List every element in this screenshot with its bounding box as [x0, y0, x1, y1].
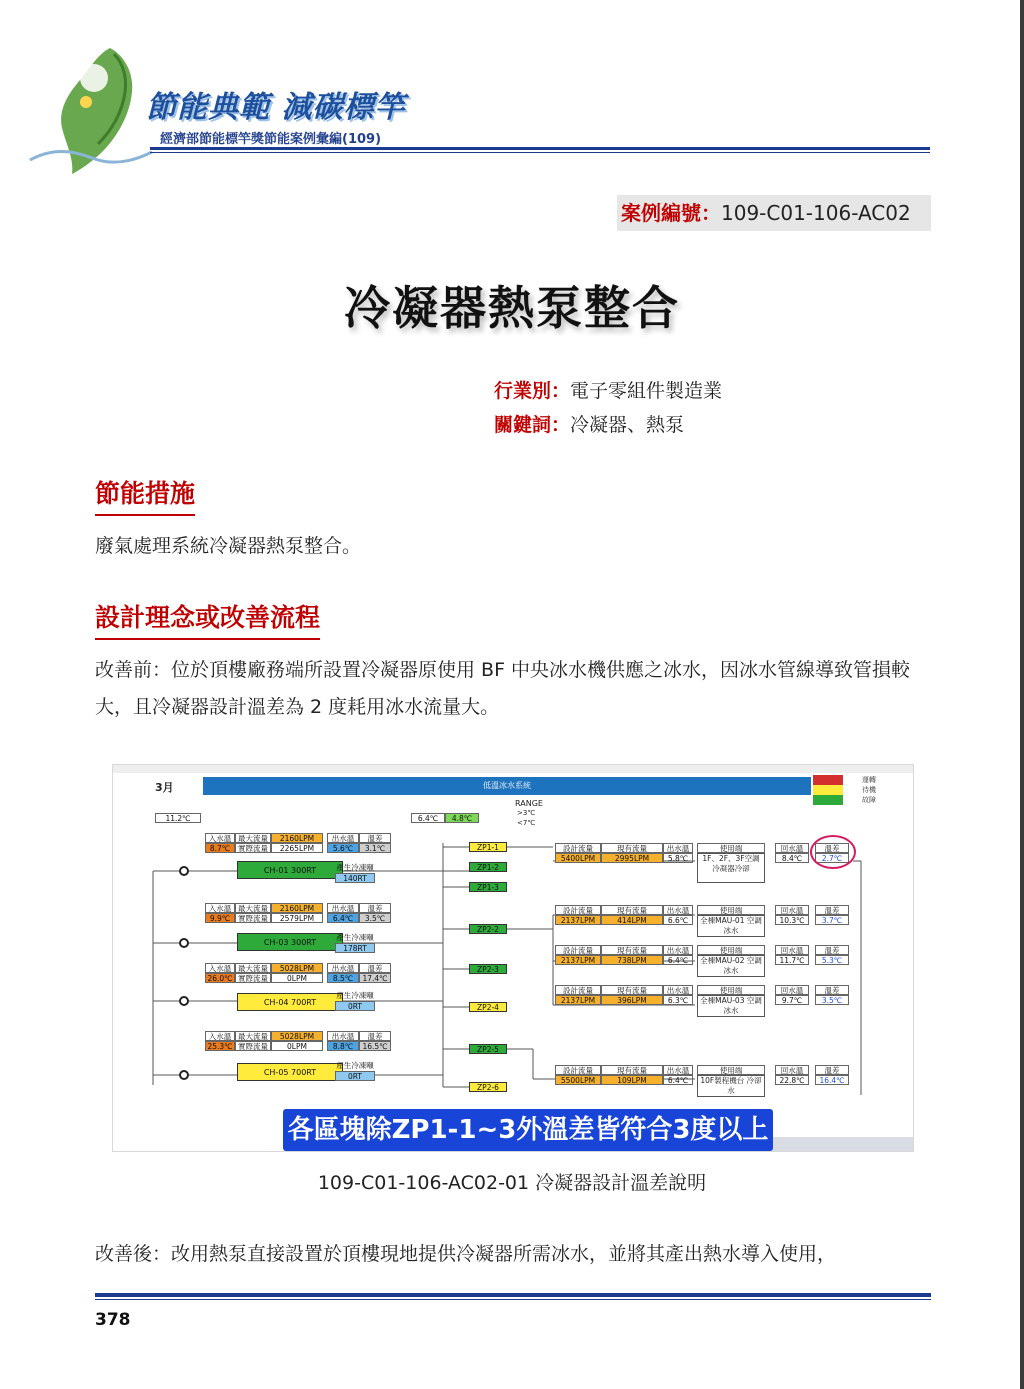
chiller-delta: 17.4℃ — [359, 973, 391, 983]
chiller-capacity: 178RT — [335, 943, 375, 953]
user-header-use: 使用端 — [697, 945, 765, 955]
chiller-header-in: 入水溫 — [205, 903, 235, 913]
user-end-5: 10F製程機台 冷卻水 — [697, 1075, 765, 1097]
user-header-ret: 回水溫 — [775, 843, 809, 853]
pump-icon — [179, 1070, 189, 1080]
user-header-design: 設計流量 — [555, 985, 601, 995]
pump-icon — [179, 996, 189, 1006]
figure-title-bar: 低溫冰水系統 — [203, 777, 811, 795]
highlight-ellipse — [810, 835, 856, 869]
chiller-ch01: CH-01 300RT — [237, 861, 343, 879]
user-delta: 2.7℃ — [815, 853, 849, 863]
user-header-design: 設計流量 — [555, 843, 601, 853]
chiller-delta: 3.5℃ — [359, 913, 391, 923]
industry-value: 電子零組件製造業 — [570, 380, 723, 402]
user-delta: 16.4℃ — [815, 1075, 849, 1085]
zone-zp2-6: ZP2-6 — [469, 1082, 507, 1092]
keywords-line — [494, 410, 684, 437]
chiller-header-in: 入水溫 — [205, 963, 235, 973]
user-header-ret: 回水溫 — [775, 945, 809, 955]
chiller-in-temp: 9.9℃ — [205, 913, 235, 923]
user-return-temp: 22.8℃ — [775, 1075, 809, 1085]
top-temp-2: 4.8℃ — [445, 813, 479, 823]
conclusion-banner: 各區塊除ZP1-1~3外溫差皆符合3度以上 — [283, 1109, 773, 1151]
figure-month: 3月 — [155, 781, 174, 794]
pump-icon — [179, 866, 189, 876]
header-subtitle: 經濟部節能標竿獎節能案例彙編(109) — [160, 132, 382, 147]
user-out-temp: 6.4℃ — [663, 955, 693, 965]
user-header-design: 設計流量 — [555, 945, 601, 955]
user-header-current: 現有流量 — [601, 843, 663, 853]
range-high: >3℃ — [517, 809, 536, 817]
footer-rule-thin — [95, 1299, 931, 1300]
chiller-header-actual: 實際流量 — [235, 1041, 271, 1051]
user-header-ret: 回水溫 — [775, 905, 809, 915]
chiller-in-temp: 26.0℃ — [205, 973, 235, 983]
user-end-2: 全棟MAU-01 空調冰水 — [697, 915, 765, 937]
chiller-in-temp: 25.3℃ — [205, 1041, 235, 1051]
zone-zp1-1: ZP1-1 — [469, 842, 507, 852]
range-label: RANGE — [515, 799, 543, 808]
user-header-out: 出水溫 — [663, 945, 693, 955]
user-header-ret: 回水溫 — [775, 1065, 809, 1075]
user-header-out: 出水溫 — [663, 843, 693, 853]
taiwan-logo-icon — [22, 40, 162, 180]
header-rule-thin — [150, 152, 930, 153]
industry-line — [494, 376, 722, 403]
chiller-header-max: 最大流量 — [235, 963, 271, 973]
user-current-flow: 414LPM — [601, 915, 663, 925]
case-number-box — [617, 195, 931, 231]
chiller-header-actual: 實際流量 — [235, 843, 271, 853]
chiller-header-capacity: 產生冷凍噸 — [336, 933, 374, 942]
user-design-flow: 5400LPM — [555, 853, 601, 863]
header-rule — [150, 147, 930, 150]
chiller-delta: 16.5℃ — [359, 1041, 391, 1051]
chiller-actual-flow: 2265LPM — [271, 843, 323, 853]
top-temp-1: 6.4℃ — [411, 813, 445, 823]
chiller-header-out: 出水溫 — [327, 903, 359, 913]
user-header-delta: 溫差 — [815, 843, 849, 853]
user-design-flow: 2137LPM — [555, 955, 601, 965]
user-current-flow: 109LPM — [601, 1075, 663, 1085]
user-header-design: 設計流量 — [555, 1065, 601, 1075]
user-delta: 3.5℃ — [815, 995, 849, 1005]
chiller-delta: 3.1℃ — [359, 843, 391, 853]
user-return-temp: 11.7℃ — [775, 955, 809, 965]
chiller-header-delta: 溫差 — [359, 963, 391, 973]
legend-label-fault: 故障 — [862, 796, 876, 804]
pump-icon — [179, 938, 189, 948]
chiller-ch05: CH-05 700RT — [237, 1063, 343, 1081]
user-header-current: 現有流量 — [601, 945, 663, 955]
user-out-temp: 5.8℃ — [663, 853, 693, 863]
chiller-max-flow: 5028LPM — [271, 963, 323, 973]
user-header-current: 現有流量 — [601, 985, 663, 995]
chiller-capacity: 0RT — [335, 1071, 375, 1081]
figure-caption: 109-C01-106-AC02-01 冷凝器設計溫差說明 — [317, 1172, 707, 1194]
user-header-use: 使用端 — [697, 905, 765, 915]
user-header-out: 出水溫 — [663, 905, 693, 915]
user-header-out: 出水溫 — [663, 1065, 693, 1075]
user-end-1: 1F、2F、3F空調 冷凝器冷卻 — [697, 853, 765, 883]
chilled-water-diagram — [112, 764, 914, 1152]
case-number-label: 案例編號： — [621, 201, 721, 225]
chiller-header-actual: 實際流量 — [235, 973, 271, 983]
user-design-flow: 2137LPM — [555, 995, 601, 1005]
user-design-flow: 2137LPM — [555, 915, 601, 925]
chiller-header-max: 最大流量 — [235, 1031, 271, 1041]
chiller-ch03: CH-03 300RT — [237, 933, 343, 951]
user-header-ret: 回水溫 — [775, 985, 809, 995]
chiller-header-delta: 溫差 — [359, 903, 391, 913]
user-design-flow: 5500LPM — [555, 1075, 601, 1085]
keywords-value: 冷凝器、熱泵 — [570, 414, 685, 436]
measures-text: 廢氣處理系統冷凝器熱泵整合。 — [95, 535, 362, 557]
user-header-use: 使用端 — [697, 985, 765, 995]
design-heading: 設計理念或改善流程 — [95, 598, 320, 640]
user-delta: 3.7℃ — [815, 915, 849, 925]
user-end-4: 全棟MAU-03 空調冰水 — [697, 995, 765, 1017]
user-delta: 5.3℃ — [815, 955, 849, 965]
chiller-out-temp: 5.6℃ — [327, 843, 359, 853]
chiller-in-temp: 8.7℃ — [205, 843, 235, 853]
measures-heading: 節能措施 — [95, 474, 195, 516]
chiller-capacity: 140RT — [335, 873, 375, 883]
user-header-delta: 溫差 — [815, 1065, 849, 1075]
after-text: 改善後：改用熱泵直接設置於頂樓現地提供冷凝器所需冰水，並將其產出熱水導入使用， — [95, 1243, 837, 1265]
page-title: 冷凝器熱泵整合 — [344, 281, 680, 335]
user-header-delta: 溫差 — [815, 905, 849, 915]
chiller-header-delta: 溫差 — [359, 833, 391, 843]
user-header-use: 使用端 — [697, 843, 765, 853]
user-return-temp: 9.7℃ — [775, 995, 809, 1005]
chiller-header-capacity: 產生冷凍噸 — [336, 1061, 374, 1070]
user-header-current: 現有流量 — [601, 1065, 663, 1075]
user-out-temp: 6.6℃ — [663, 915, 693, 925]
chiller-header-max: 最大流量 — [235, 903, 271, 913]
user-header-use: 使用端 — [697, 1065, 765, 1075]
chiller-max-flow: 5028LPM — [271, 1031, 323, 1041]
user-header-delta: 溫差 — [815, 945, 849, 955]
zone-zp2-5: ZP2-5 — [469, 1044, 507, 1054]
legend-label-run: 運轉 — [862, 776, 876, 784]
chiller-header-actual: 實際流量 — [235, 913, 271, 923]
user-current-flow: 738LPM — [601, 955, 663, 965]
chiller-header-in: 入水溫 — [205, 1031, 235, 1041]
chiller-out-temp: 8.5℃ — [327, 973, 359, 983]
left-temp: 11.2℃ — [155, 813, 201, 823]
user-current-flow: 396LPM — [601, 995, 663, 1005]
zone-zp1-3: ZP1-3 — [469, 882, 507, 892]
before-text: 改善前：位於頂樓廠務端所設置冷凝器原使用 BF 中央冰水機供應之冰水，因冰水管線導致管損較大，且冷凝器設計溫差為 2 度耗用冰水流量大。 — [95, 659, 911, 718]
zone-zp2-4: ZP2-4 — [469, 1002, 507, 1012]
page-number: 378 — [95, 1310, 131, 1330]
chiller-actual-flow: 2579LPM — [271, 913, 323, 923]
user-end-3: 全棟MAU-02 空調冰水 — [697, 955, 765, 977]
keywords-label: 關鍵詞： — [494, 414, 571, 436]
zone-zp2-2: ZP2-2 — [469, 924, 507, 934]
chiller-header-max: 最大流量 — [235, 833, 271, 843]
chiller-actual-flow: 0LPM — [271, 1041, 323, 1051]
chiller-header-out: 出水溫 — [327, 1031, 359, 1041]
user-current-flow: 2995LPM — [601, 853, 663, 863]
user-header-out: 出水溫 — [663, 985, 693, 995]
chiller-max-flow: 2160LPM — [271, 833, 323, 843]
zone-zp1-2: ZP1-2 — [469, 862, 507, 872]
chiller-capacity: 0RT — [335, 1001, 375, 1011]
chiller-out-temp: 8.8℃ — [327, 1041, 359, 1051]
user-out-temp: 6.3℃ — [663, 995, 693, 1005]
zone-zp2-3: ZP2-3 — [469, 964, 507, 974]
chiller-header-in: 入水溫 — [205, 833, 235, 843]
chiller-header-out: 出水溫 — [327, 833, 359, 843]
industry-label: 行業別： — [494, 380, 571, 402]
chiller-max-flow: 2160LPM — [271, 903, 323, 913]
user-header-current: 現有流量 — [601, 905, 663, 915]
user-return-temp: 8.4℃ — [775, 853, 809, 863]
chiller-header-capacity: 產生冷凍噸 — [336, 863, 374, 872]
chiller-header-capacity: 產生冷凍噸 — [336, 991, 374, 1000]
chiller-actual-flow: 0LPM — [271, 973, 323, 983]
range-low: <7℃ — [517, 819, 536, 827]
user-out-temp: 6.4℃ — [663, 1075, 693, 1085]
chiller-out-temp: 6.4℃ — [327, 913, 359, 923]
user-header-delta: 溫差 — [815, 985, 849, 995]
user-return-temp: 10.3℃ — [775, 915, 809, 925]
footer-rule — [95, 1293, 931, 1297]
case-number-value: 109-C01-106-AC02 — [721, 201, 911, 225]
chiller-header-delta: 溫差 — [359, 1031, 391, 1041]
user-header-design: 設計流量 — [555, 905, 601, 915]
chiller-ch04: CH-04 700RT — [237, 993, 343, 1011]
legend-label-standby: 待機 — [862, 786, 876, 794]
header-title: 節能典範 減碳標竿 — [146, 90, 406, 125]
chiller-header-out: 出水溫 — [327, 963, 359, 973]
